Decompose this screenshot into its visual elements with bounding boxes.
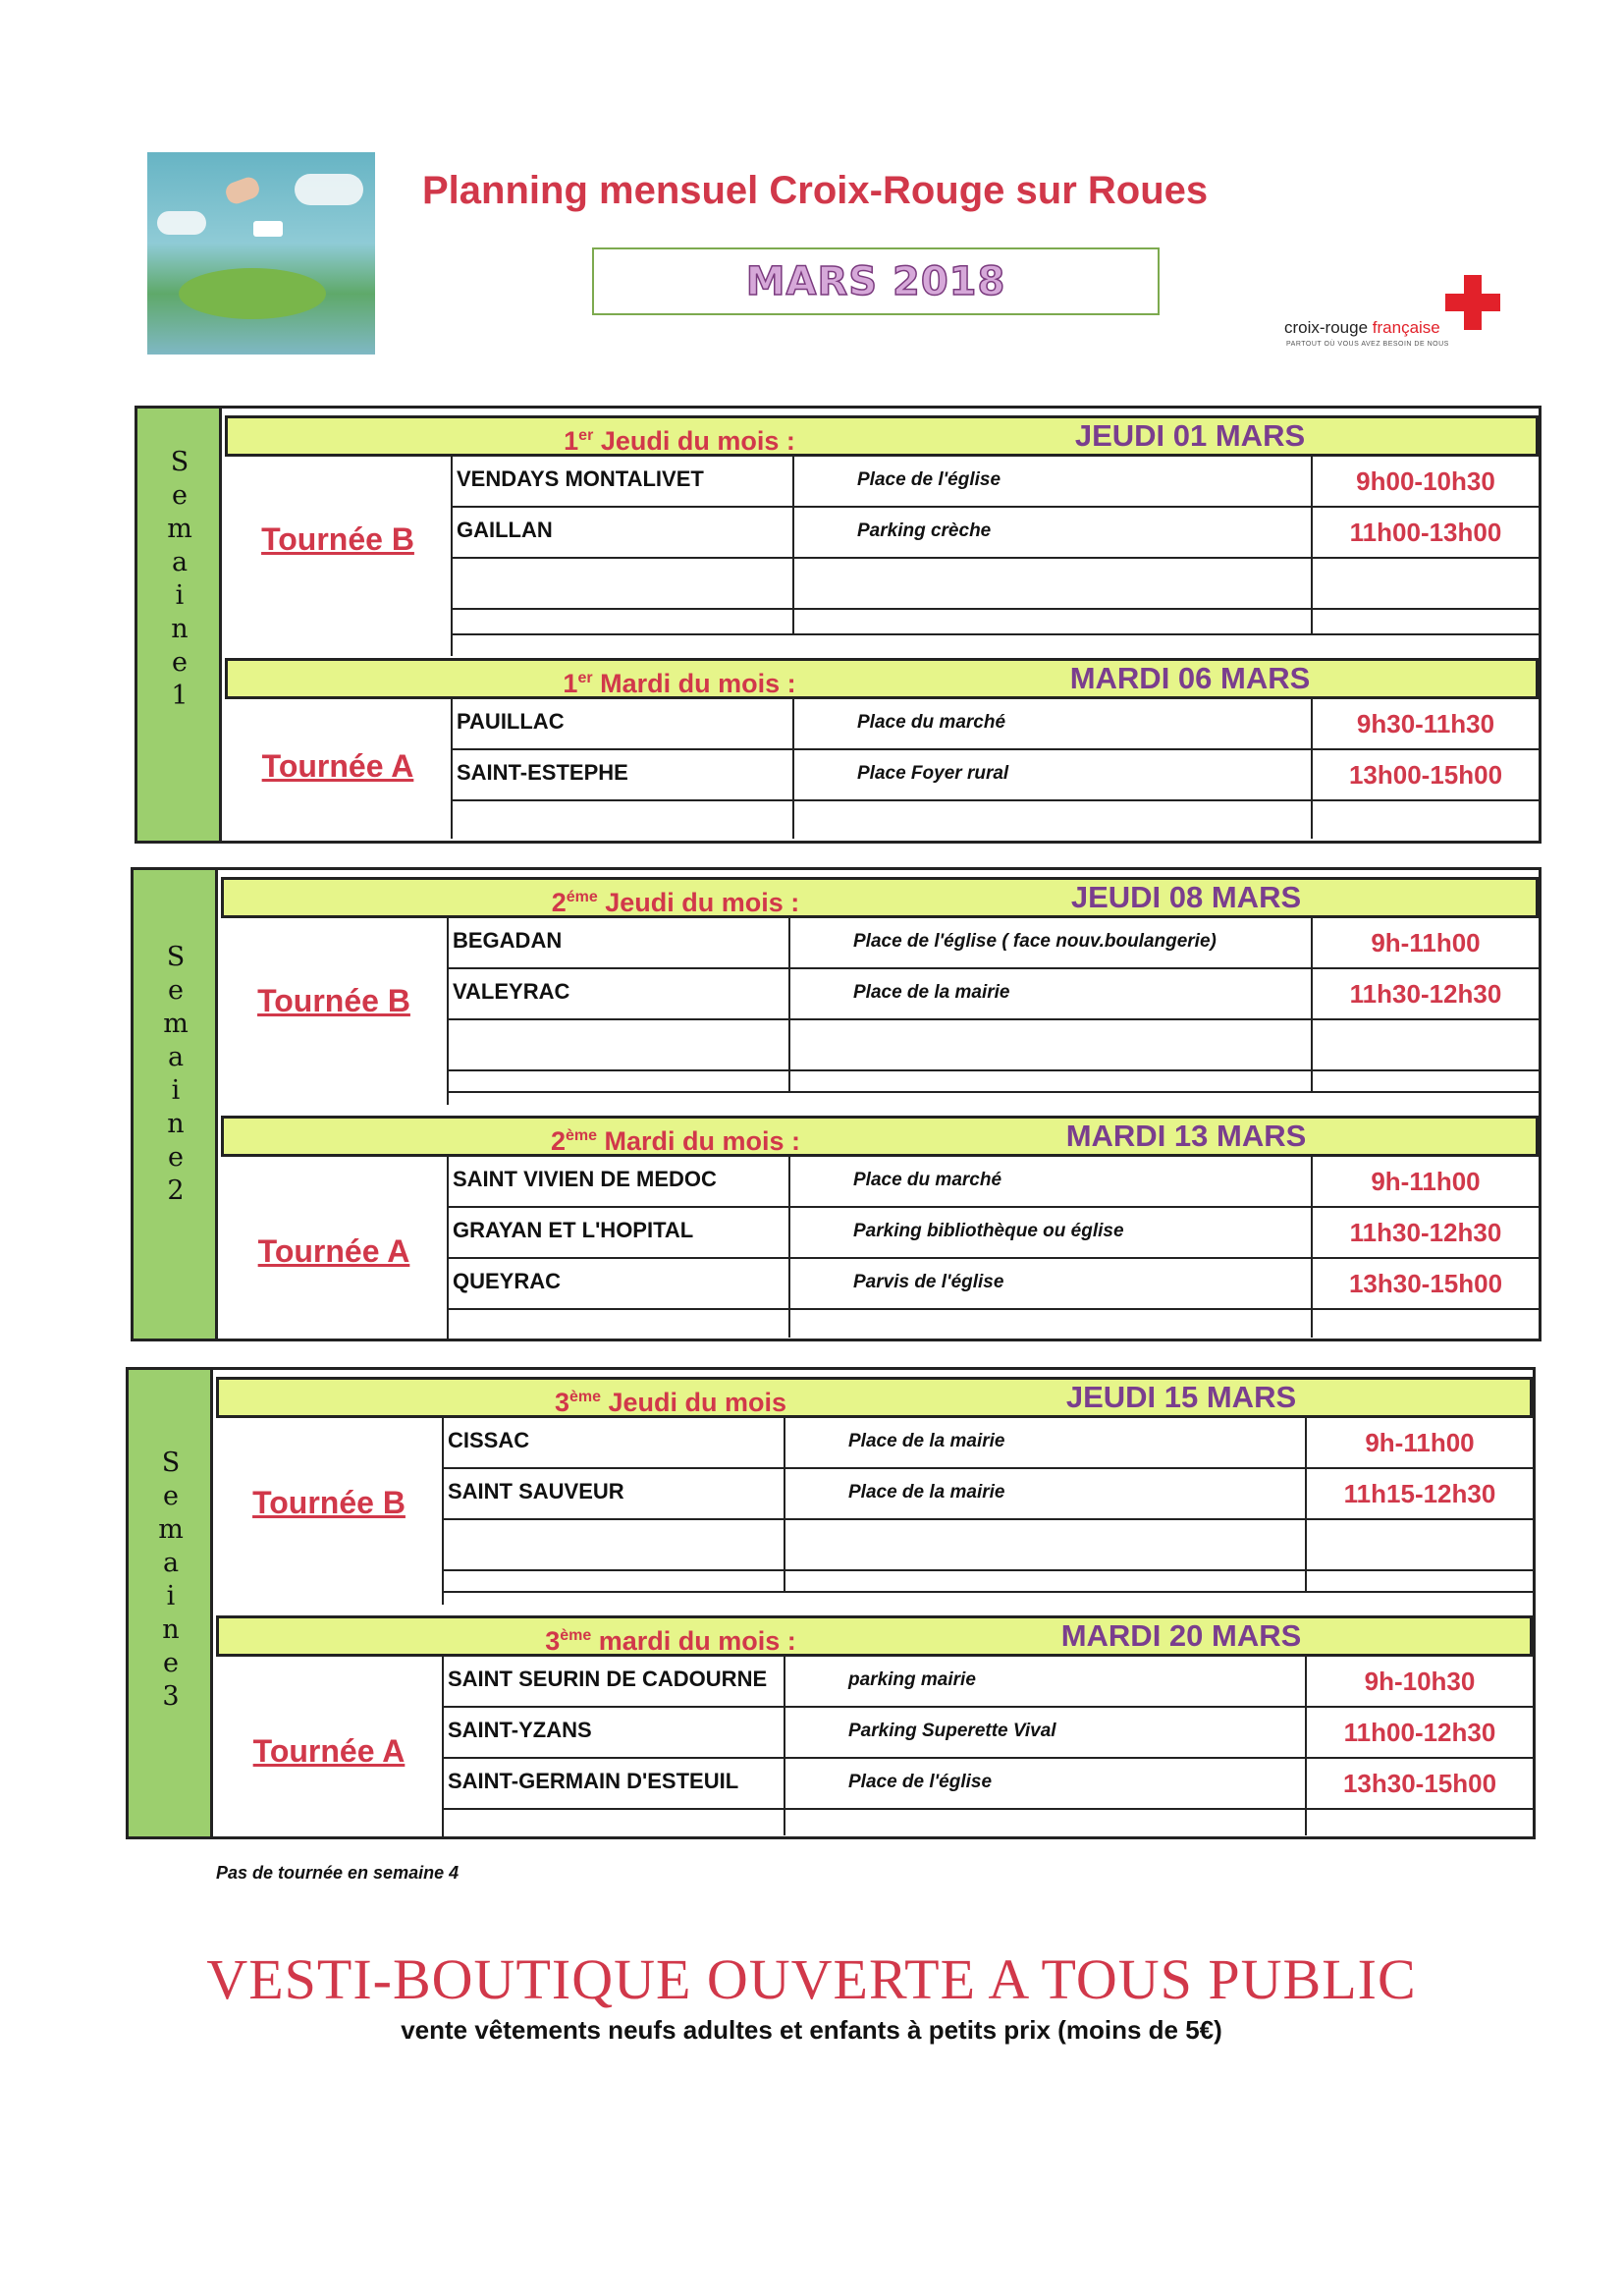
- table-row: VENDAYS MONTALIVET Place de l'église 9h00-10h30: [453, 457, 1539, 508]
- tour-section: [225, 415, 1539, 656]
- tour-header: [225, 658, 1539, 699]
- tour-header: [221, 877, 1539, 918]
- tour-day: 3ème Jeudi du mois: [554, 1388, 787, 1417]
- month-banner: [592, 247, 1160, 315]
- tour-date: JEUDI 15 MARS: [1065, 1380, 1297, 1414]
- table-row: SAINT SEURIN DE CADOURNE parking mairie 9h-10h30: [444, 1657, 1533, 1708]
- table-row-empty: [444, 1810, 1533, 1833]
- table-row: SAINT-ESTEPHE Place Foyer rural 13h00-15h00: [453, 750, 1539, 801]
- table-row-empty: [453, 801, 1539, 837]
- tour-name: Tournée B: [257, 983, 410, 1018]
- week-block-3: [126, 1367, 1536, 1839]
- month-label: MARS 2018: [745, 258, 1006, 304]
- table-row: GRAYAN ET L'HOPITAL Parking bibliothèque ou église 11h30-12h30: [449, 1208, 1539, 1259]
- table-row: SAINT VIVIEN DE MEDOC Place du marché 9h-11h00: [449, 1157, 1539, 1208]
- table-row-empty: [444, 1520, 1533, 1571]
- page-title: Planning mensuel Croix-Rouge sur Roues: [422, 169, 1209, 212]
- tour-header: [216, 1615, 1533, 1657]
- red-cross-icon: [1445, 275, 1500, 330]
- table-row: QUEYRAC Parvis de l'église 13h30-15h00: [449, 1259, 1539, 1310]
- footer-note: Pas de tournée en semaine 4: [216, 1863, 460, 1883]
- tour-header: [216, 1377, 1533, 1418]
- tour-section: [216, 1377, 1533, 1605]
- table-row: PAUILLAC Place du marché 9h30-11h30: [453, 699, 1539, 750]
- brand-tagline: PARTOUT OÙ VOUS AVEZ BESOIN DE NOUS: [1286, 341, 1449, 348]
- tour-section: [221, 1116, 1539, 1339]
- tour-name: Tournée B: [261, 521, 414, 557]
- tour-date: MARDI 06 MARS: [1069, 661, 1311, 695]
- tour-name: Tournée A: [261, 748, 414, 784]
- week-label: S e m a i n e 1: [167, 447, 192, 711]
- table-row: GAILLAN Parking crèche 11h00-13h00: [453, 508, 1539, 559]
- tour-section: [225, 658, 1539, 841]
- tour-name: Tournée A: [257, 1233, 410, 1269]
- week-block-1: [135, 406, 1542, 844]
- table-row: BEGADAN Place de l'église ( face nouv.boulangerie) 9h-11h00: [449, 918, 1539, 969]
- table-row-empty: [444, 1571, 1533, 1593]
- table-row: SAINT-GERMAIN D'ESTEUIL Place de l'église 13h30-15h00: [444, 1759, 1533, 1810]
- tour-date: MARDI 20 MARS: [1060, 1618, 1302, 1653]
- table-row-empty: [449, 1020, 1539, 1071]
- tour-day: 2ème Mardi du mois :: [550, 1126, 801, 1156]
- table-row-empty: [453, 559, 1539, 610]
- tour-header: [225, 415, 1539, 457]
- tour-date: JEUDI 08 MARS: [1070, 880, 1302, 914]
- tour-header: [221, 1116, 1539, 1157]
- table-row-empty: [449, 1310, 1539, 1336]
- tour-section: [216, 1615, 1533, 1837]
- tour-name: Tournée B: [252, 1485, 406, 1520]
- week-label: S e m a i n e 3: [158, 1448, 184, 1712]
- tour-date: JEUDI 01 MARS: [1074, 418, 1306, 453]
- promo-subtitle: vente vêtements neufs adultes et enfants à petits prix (moins de 5€): [401, 2015, 1222, 2045]
- table-row: SAINT SAUVEUR Place de la mairie 11h15-12h30: [444, 1469, 1533, 1520]
- tour-day: 1er Jeudi du mois :: [564, 426, 795, 456]
- promo-title: VESTI-BOUTIQUE OUVERTE A TOUS PUBLIC: [206, 1947, 1417, 2011]
- week-block-2: [131, 867, 1542, 1341]
- brand-logo-text: croix-rouge française: [1284, 318, 1440, 337]
- table-row: VALEYRAC Place de la mairie 11h30-12h30: [449, 969, 1539, 1020]
- table-row: SAINT-YZANS Parking Superette Vival 11h00-12h30: [444, 1708, 1533, 1759]
- tour-day: $2^{éme}$ Jeudi du mois :: [551, 888, 800, 917]
- tour-day: 3ème mardi du mois :: [545, 1626, 796, 1656]
- tour-date: MARDI 13 MARS: [1065, 1119, 1307, 1153]
- table-row: CISSAC Place de la mairie 9h-11h00: [444, 1418, 1533, 1469]
- table-row-empty: [453, 610, 1539, 635]
- header-illustration: [147, 152, 375, 355]
- week-label: S e m a i n e 2: [163, 942, 189, 1206]
- tour-section: [221, 877, 1539, 1105]
- tour-name: Tournée A: [252, 1733, 406, 1769]
- tour-day: 1er Mardi du mois :: [563, 669, 796, 698]
- table-row-empty: [449, 1071, 1539, 1093]
